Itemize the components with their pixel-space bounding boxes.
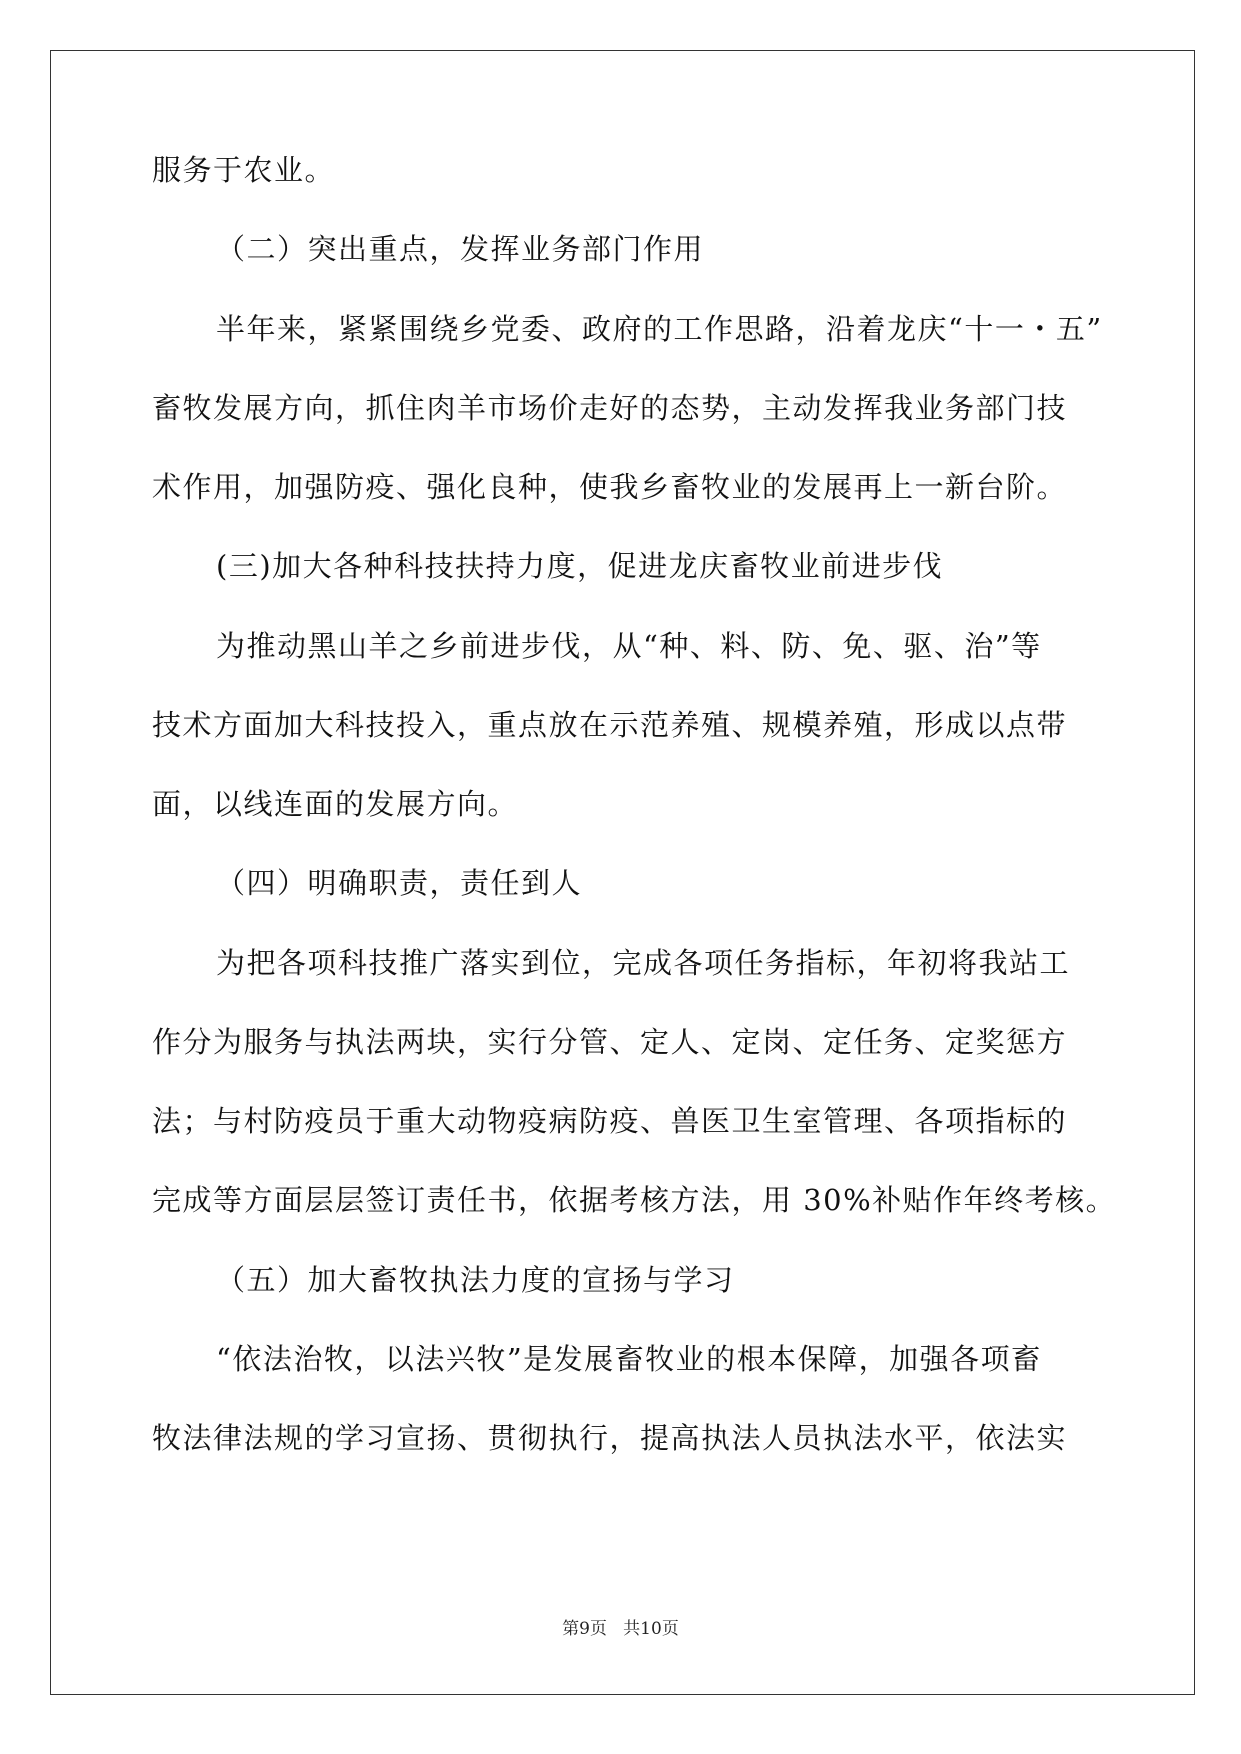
paragraph-line: 完成等方面层层签订责任书，依据考核方法，用 30%补贴作年终考核。 (152, 1183, 1117, 1217)
paragraph-line: 为把各项科技推广落实到位，完成各项任务指标，年初将我站工 (216, 946, 1071, 980)
paragraph-line: 面，以线连面的发展方向。 (152, 787, 519, 821)
section-heading: （五）加大畜牧执法力度的宣扬与学习 (216, 1263, 735, 1297)
section-heading: （四）明确职责，责任到人 (216, 866, 583, 900)
paragraph-line: “依法治牧，以法兴牧”是发展畜牧业的根本保障，加强各项畜 (216, 1342, 1042, 1376)
paragraph-line: 作分为服务与执法两块，实行分管、定人、定岗、定任务、定奖惩方 (152, 1025, 1068, 1059)
section-heading: (三)加大各种科技扶持力度，促进龙庆畜牧业前进步伐 (216, 549, 944, 583)
paragraph-line: 服务于农业。 (152, 153, 336, 187)
paragraph-line: 技术方面加大科技投入，重点放在示范养殖、规模养殖，形成以点带 (152, 708, 1068, 742)
paragraph-line: 为推动黑山羊之乡前进步伐，从“种、料、防、免、驱、治”等 (216, 629, 1042, 663)
paragraph-line: 畜牧发展方向，抓住肉羊市场价走好的态势，主动发挥我业务部门技 (152, 391, 1068, 425)
paragraph-line: 半年来，紧紧围绕乡党委、政府的工作思路，沿着龙庆“十一・五” (216, 312, 1103, 346)
paragraph-line: 法；与村防疫员于重大动物疫病防疫、兽医卫生室管理、各项指标的 (152, 1104, 1068, 1138)
page-number-footer: 第9页 共10页 (562, 1619, 679, 1639)
paragraph-line: 术作用，加强防疫、强化良种，使我乡畜牧业的发展再上一新台阶。 (152, 470, 1068, 504)
section-heading: （二）突出重点，发挥业务部门作用 (216, 232, 705, 266)
paragraph-line: 牧法律法规的学习宣扬、贯彻执行，提高执法人员执法水平，依法实 (152, 1421, 1068, 1455)
